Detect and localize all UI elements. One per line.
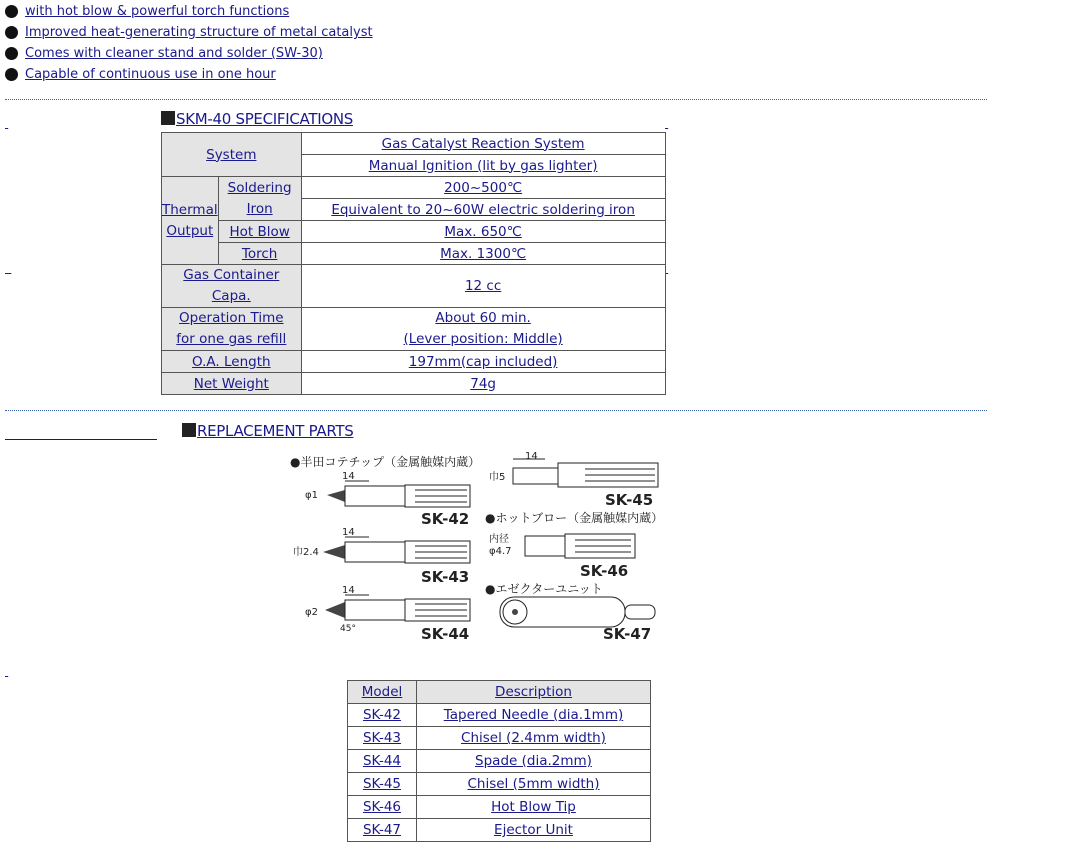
table-row [348,750,651,773]
description-cell [417,750,651,773]
square-bullet-icon [161,111,175,125]
part-label: SK-45 [605,491,654,509]
sk42-drawing [305,471,470,528]
model-cell [348,750,417,773]
section-divider [5,99,987,100]
anchor-marker[interactable] [5,668,8,678]
description-cell [417,773,651,796]
model-cell [348,819,417,842]
description-link[interactable]: Chisel (5mm width) [467,776,600,792]
spec-value[interactable]: 74g [470,375,496,392]
dimension-label: 14 [525,451,538,462]
spec-value-cell [301,308,665,351]
part-label: SK-44 [421,625,470,643]
description-cell [417,796,651,819]
sk46-drawing [489,532,635,580]
model-link[interactable]: SK-46 [362,799,402,815]
spec-value[interactable]: 12 cc [464,278,502,294]
diagram-heading-hotblow: ●ホットブロー（金属触媒内蔵） [485,511,664,525]
table-row [348,704,651,727]
description-link[interactable]: Hot Blow Tip [491,799,576,815]
dimension-label: 巾2.4 [293,547,319,558]
spec-label-cell [162,265,302,308]
model-link[interactable]: SK-45 [362,776,402,792]
dimension-label: φ4.7 [489,546,512,557]
spec-value-cell [301,243,665,265]
bullet-dot-icon [5,47,18,60]
description-link[interactable]: Chisel (2.4mm width) [461,730,606,746]
spec-value[interactable]: Manual Ignition (lit by gas lighter) [368,157,598,174]
model-cell [348,796,417,819]
title-underline [5,439,157,440]
diagram-heading-ejector: ●エゼクターユニット [485,582,603,596]
description-cell [417,819,651,842]
model-link[interactable]: SK-42 [362,707,402,723]
parts-section-title [182,422,353,440]
bullet-dot-icon [5,26,18,39]
spec-title-text: SKM-40 SPECIFICATIONS [176,110,353,128]
spec-label[interactable]: Net Weight [193,375,269,392]
model-link[interactable]: SK-43 [362,730,402,746]
spec-value-cell [301,199,665,221]
dimension-label: φ1 [305,490,318,501]
spec-label[interactable]: Operation Time [179,310,284,326]
anchor-marker[interactable] [665,120,668,130]
spec-label[interactable]: System [206,146,257,163]
spec-table [161,132,666,395]
model-link[interactable]: SK-47 [362,822,402,838]
spec-value-cell [301,177,665,199]
spec-value[interactable]: 200~500℃ [444,179,523,196]
spec-value[interactable]: About 60 min. [435,310,531,326]
spec-label[interactable]: for one gas refill [176,331,287,347]
dimension-label: φ2 [305,607,318,618]
model-link[interactable]: SK-44 [362,753,402,769]
table-row [348,796,651,819]
spec-label-cell [162,177,219,265]
spec-value-cell [301,221,665,243]
spec-label-cell [162,308,302,351]
part-label: SK-43 [421,568,470,586]
parts-table [347,680,651,842]
list-item [5,64,373,85]
anchor-marker[interactable] [5,265,11,275]
dimension-label: 14 [342,471,355,482]
description-link[interactable]: Spade (dia.2mm) [475,753,592,769]
spec-value[interactable]: Max. 650℃ [444,223,522,240]
dimension-label: 巾5 [489,472,506,483]
header-label[interactable]: Model [361,684,403,700]
dimension-label: 45° [340,624,356,634]
spec-label-cell [162,351,302,373]
parts-diagram [285,450,677,646]
spec-label[interactable]: Gas Container [183,267,280,283]
spec-value-cell [301,373,665,395]
spec-value-cell [301,133,665,155]
spec-value[interactable]: Max. 1300℃ [440,245,527,262]
spec-label-cell [162,133,302,177]
description-cell [417,727,651,750]
spec-value-cell [301,155,665,177]
spec-section-title [161,110,353,128]
list-item [5,43,373,64]
spec-label[interactable]: Torch [241,245,278,262]
spec-value[interactable]: (Lever position: Middle) [403,331,563,347]
square-bullet-icon [182,423,196,437]
spec-label-cell [218,221,301,243]
part-label: SK-47 [603,625,652,643]
spec-label[interactable]: Output [166,222,214,239]
model-cell [348,727,417,750]
spec-label-cell [218,243,301,265]
model-cell [348,704,417,727]
table-header-row [348,681,651,704]
table-row [348,727,651,750]
table-header [417,681,651,704]
spec-label[interactable]: Iron [246,200,273,217]
feature-link[interactable]: with hot blow & powerful torch functions [25,4,290,19]
table-row [348,773,651,796]
diagram-heading-tips: ●半田コテチップ（金属触媒内蔵） [290,455,481,469]
spec-label-cell [218,177,301,221]
sk45-drawing [489,451,658,509]
anchor-marker[interactable] [5,120,8,130]
spec-value-cell [301,265,665,308]
spec-value-cell [301,351,665,373]
bullet-dot-icon [5,68,18,81]
dimension-label: 内径 [489,534,509,545]
section-divider [5,410,987,411]
description-cell [417,704,651,727]
spec-value[interactable]: 197mm(cap included) [408,353,558,370]
feature-list [5,1,373,85]
list-item [5,1,373,22]
spec-label[interactable]: Thermal [162,201,218,218]
parts-title-text: REPLACEMENT PARTS [197,422,354,440]
spec-label[interactable]: Soldering [227,179,292,196]
sk47-drawing [500,597,655,643]
part-label: SK-46 [580,562,629,580]
sk43-drawing [293,527,470,586]
feature-link[interactable]: Capable of continuous use in one hour [25,67,276,82]
sk44-drawing [305,585,470,643]
dimension-label: 14 [342,527,355,538]
feature-link[interactable]: Improved heat-generating structure of metal catalyst [25,25,373,40]
table-header [348,681,417,704]
spec-label-cell [162,373,302,395]
spec-value[interactable]: Equivalent to 20~60W electric soldering iron [331,201,635,218]
description-link[interactable]: Ejector Unit [494,822,573,838]
header-label[interactable]: Description [495,684,572,700]
spec-label[interactable]: O.A. Length [192,353,271,370]
feature-link[interactable]: Comes with cleaner stand and solder (SW-30) [25,46,323,61]
spec-label[interactable]: Hot Blow [229,223,290,240]
spec-label[interactable]: Capa. [211,288,251,304]
dimension-label: 14 [342,585,355,596]
table-row [348,819,651,842]
bullet-dot-icon [5,5,18,18]
description-link[interactable]: Tapered Needle (dia.1mm) [443,707,624,723]
part-label: SK-42 [421,510,470,528]
list-item [5,22,373,43]
spec-value[interactable]: Gas Catalyst Reaction System [381,135,585,152]
model-cell [348,773,417,796]
